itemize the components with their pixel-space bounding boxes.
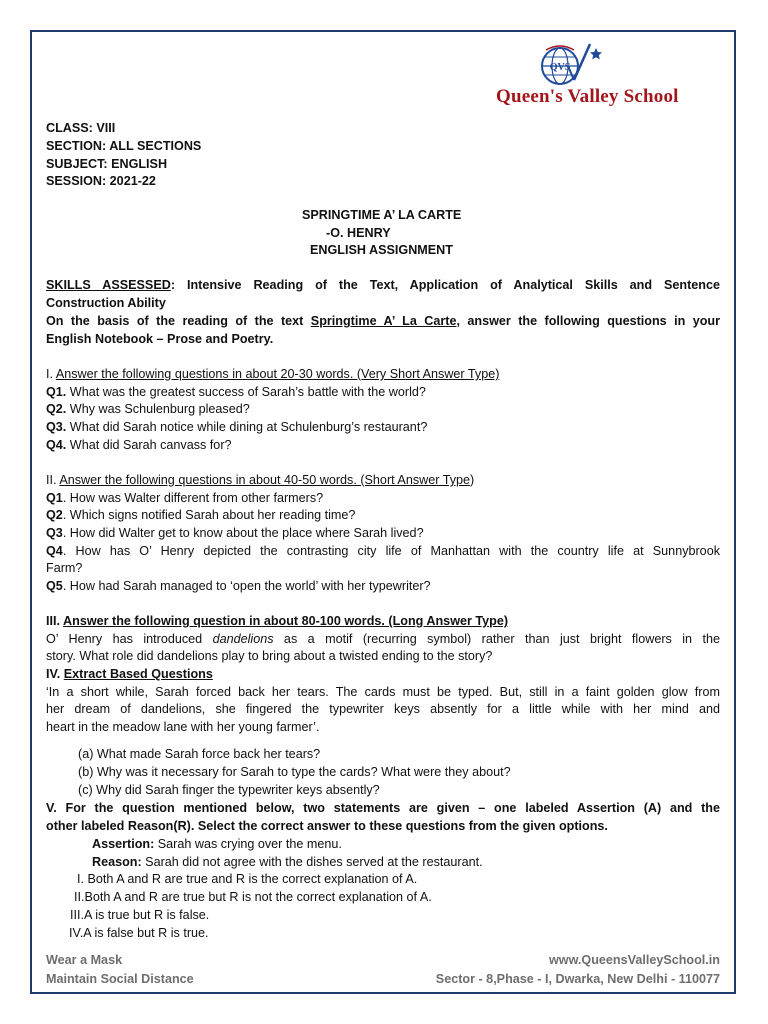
skills-label: SKILLS ASSESSED xyxy=(46,278,171,292)
subject-label: SUBJECT: ENGLISH xyxy=(46,157,168,171)
school-name: Queen's Valley School xyxy=(496,86,679,107)
globe-emblem-icon xyxy=(530,40,620,90)
section-1-heading: I. Answer the following questions in about 20-30 words. (Very Short Answer Type) xyxy=(46,367,500,381)
section-3-heading: III. Answer the following question in about 80-100 words. (Long Answer Type) xyxy=(46,614,509,628)
option-1: I. Both A and R are true and R is the correct explanation of A. xyxy=(77,872,418,886)
s1-q2: Q2. Why was Schulenburg pleased? xyxy=(46,402,250,416)
extract-line-2: her dream of dandelions, she fingered the typewriter keys absently for a little while with her mind and xyxy=(46,702,720,716)
assignment-title: ENGLISH ASSIGNMENT xyxy=(310,243,453,257)
s4-qa: (a) What made Sarah force back her tears? xyxy=(78,747,321,761)
skills-line-1: SKILLS ASSESSED: Intensive Reading of the Text, Application of Analytical Skills and Sentence xyxy=(46,278,720,292)
section-2-heading: II. Answer the following questions in about 40-50 words. (Short Answer Type) xyxy=(46,473,475,487)
section-label: SECTION: ALL SECTIONS xyxy=(46,139,202,153)
intro-line-1: On the basis of the reading of the text Springtime A’ La Carte, answer the following questions in your xyxy=(46,314,720,328)
s2-q5: Q5. How had Sarah managed to ‘open the world’ with her typewriter? xyxy=(46,579,431,593)
s2-q4: Q4. How has O’ Henry depicted the contrasting city life of Manhattan with the country life at Sunnybrook xyxy=(46,544,720,558)
s3-text-1: O’ Henry has introduced dandelions as a motif (recurring symbol) rather than just bright flowers in the xyxy=(46,632,720,646)
reason: Reason: Sarah did not agree with the dishes served at the restaurant. xyxy=(92,855,483,869)
s4-qb: (b) Why was it necessary for Sarah to type the cards? What were they about? xyxy=(78,765,511,779)
assertion: Assertion: Sarah was crying over the menu. xyxy=(92,837,342,851)
section-4-heading: IV. Extract Based Questions xyxy=(46,667,213,681)
emblem-letters: QVS xyxy=(549,62,571,73)
extract-line-3: heart in the meadow lane with her young farmer’. xyxy=(46,720,320,734)
story-title: SPRINGTIME A’ LA CARTE xyxy=(302,208,462,222)
extract-line-1: ‘In a short while, Sarah forced back her tears. The cards must be typed. But, still in a faint golden glow from xyxy=(46,685,720,699)
option-2: II.Both A and R are true but R is not the correct explanation of A. xyxy=(74,890,432,904)
footer-row-1 xyxy=(46,953,720,967)
footer-website: www.QueensValleySchool.in xyxy=(549,953,720,967)
footer-address: Sector - 8,Phase - I, Dwarka, New Delhi - 110077 xyxy=(435,972,720,986)
s3-text-2: story. What role did dandelions play to bring about a twisted ending to the story? xyxy=(46,649,493,663)
s2-q3: Q3. How did Walter get to know about the place where Sarah lived? xyxy=(46,526,424,540)
section-5-heading-2: other labeled Reason(R). Select the correct answer to these questions from the given options. xyxy=(46,819,608,833)
s1-q3: Q3. What did Sarah notice while dining at Schulenburg’s restaurant? xyxy=(46,420,428,434)
story-author: -O. HENRY xyxy=(326,226,391,240)
section-5-heading-1: V. For the question mentioned below, two statements are given – one labeled Assertion (A) and the xyxy=(46,801,720,815)
class-label: CLASS: VIII xyxy=(46,121,116,135)
skills-line-2: Construction Ability xyxy=(46,296,166,310)
session-label: SESSION: 2021-22 xyxy=(46,174,156,188)
s2-q4-cont: Farm? xyxy=(46,561,83,575)
footer-social-distance: Maintain Social Distance xyxy=(46,972,194,986)
s1-q4: Q4. What did Sarah canvass for? xyxy=(46,438,232,452)
option-4: IV.A is false but R is true. xyxy=(69,926,209,940)
option-3: III.A is true but R is false. xyxy=(70,908,210,922)
s4-qc: (c) Why did Sarah finger the typewriter keys absently? xyxy=(78,783,380,797)
story-link-text: Springtime A’ La Carte xyxy=(310,314,457,328)
s1-q1: Q1. What was the greatest success of Sarah’s battle with the world? xyxy=(46,385,426,399)
s2-q2: Q2. Which signs notified Sarah about her reading time? xyxy=(46,508,356,522)
footer-wear-mask: Wear a Mask xyxy=(46,953,123,967)
s2-q1: Q1. How was Walter different from other farmers? xyxy=(46,491,324,505)
footer-row-2 xyxy=(46,972,720,986)
intro-line-2: English Notebook – Prose and Poetry. xyxy=(46,332,274,346)
school-logo xyxy=(496,40,724,110)
